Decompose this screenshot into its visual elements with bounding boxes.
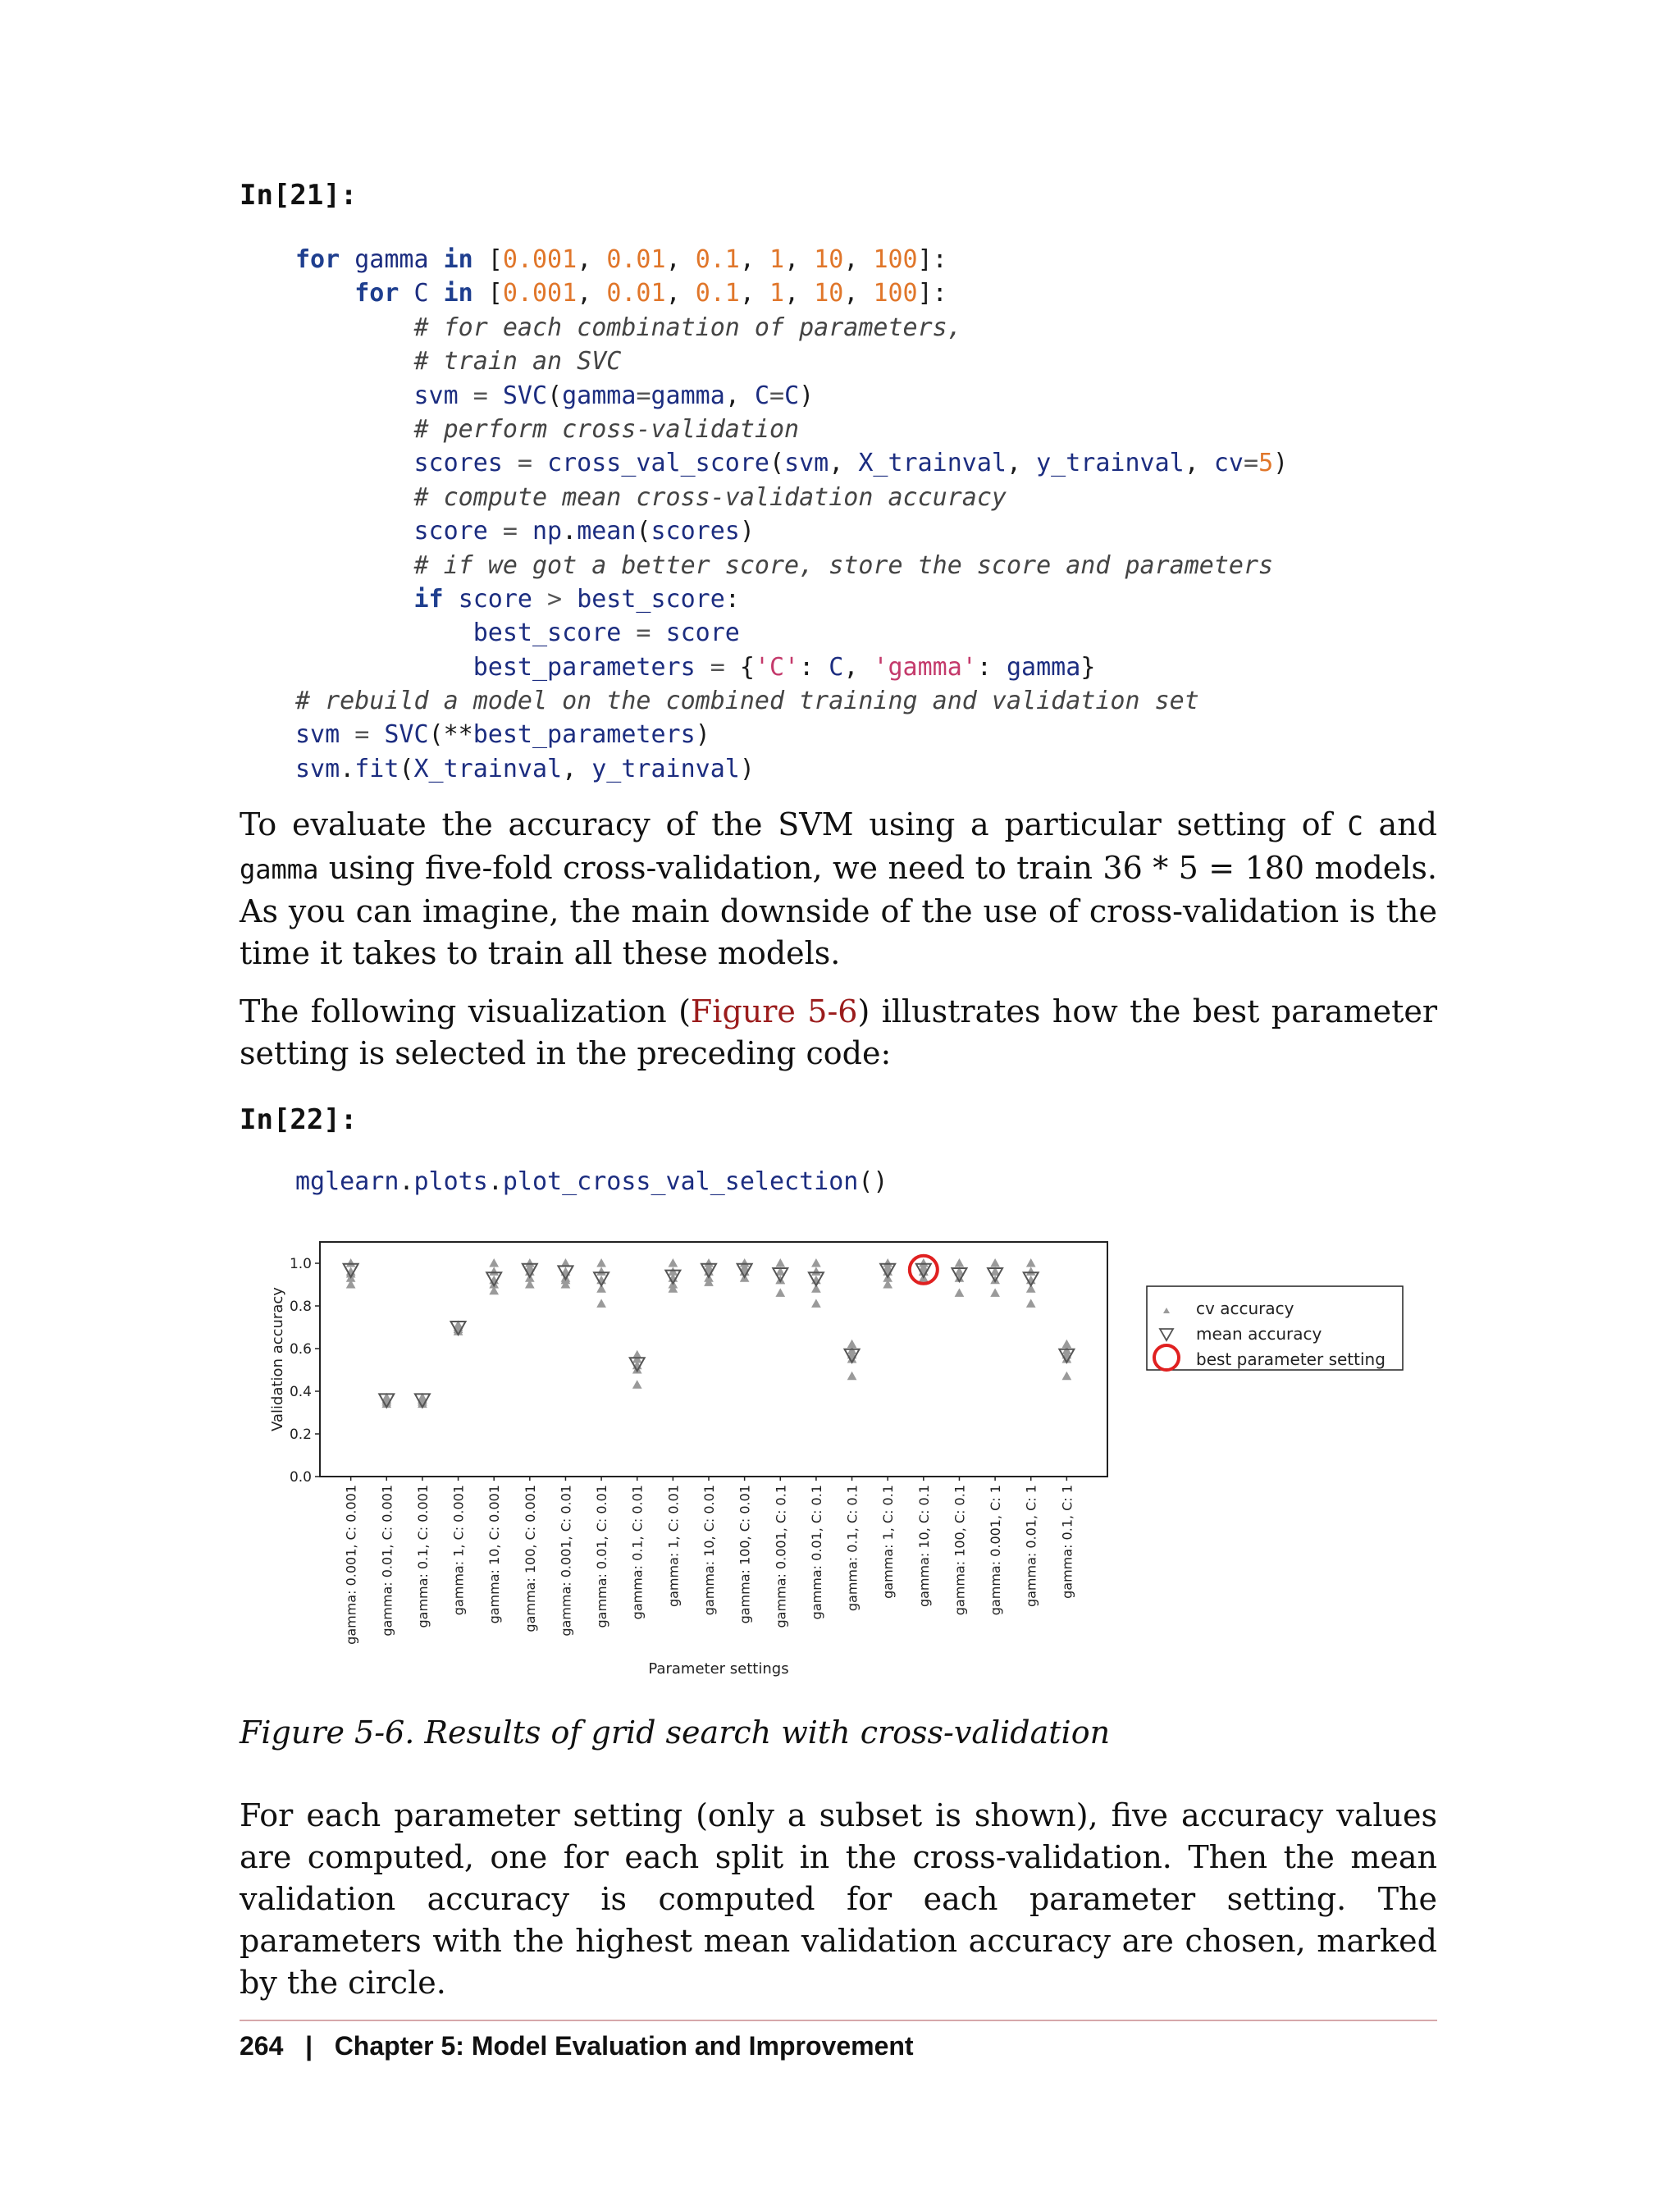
code-token: scores: [413, 449, 503, 478]
footer-separator: |: [305, 2031, 313, 2061]
x-tick-label: gamma: 0.1, C: 0.1: [844, 1485, 861, 1612]
code-token: ]:: [917, 279, 947, 308]
code-token: for: [354, 279, 399, 308]
code-token: }: [1080, 652, 1096, 682]
code-token: (: [636, 517, 651, 546]
code-token: y_trainval: [1036, 449, 1185, 478]
code-token: [444, 585, 459, 614]
code-token: ,: [843, 279, 874, 308]
code-token: svm: [413, 381, 459, 410]
code-token: ,: [829, 449, 859, 478]
code-token: C: [784, 381, 800, 410]
x-tick-label: gamma: 0.1, C: 1: [1059, 1485, 1075, 1599]
y-tick-label: 0.8: [289, 1299, 312, 1315]
code-token: for: [295, 245, 340, 274]
code-token: # train an SVC: [413, 347, 622, 377]
code-token: [429, 279, 444, 308]
code-token: (): [858, 1167, 888, 1196]
x-tick-label: gamma: 100, C: 0.1: [952, 1485, 968, 1616]
code-token: in: [443, 279, 473, 308]
x-tick-label: gamma: 0.01, C: 0.01: [594, 1485, 610, 1628]
code-token: y_trainval: [591, 754, 740, 783]
code-token: mglearn: [295, 1167, 399, 1196]
x-tick-label: gamma: 100, C: 0.01: [737, 1485, 753, 1624]
cell-label-in22: In[22]:: [240, 1103, 358, 1136]
chapter-title: Chapter 5: Model Evaluation and Improvement: [334, 2031, 914, 2061]
code-token: SVC: [502, 381, 548, 410]
code-token: score: [413, 517, 488, 546]
code-token: score: [458, 584, 532, 614]
code-token: svm: [784, 449, 829, 478]
x-tick-label: gamma: 1, C: 0.1: [880, 1485, 897, 1599]
code-token: ,: [577, 279, 607, 308]
code-in21-line: [295, 481, 1288, 514]
x-tick-label: gamma: 0.01, C: 0.001: [379, 1485, 395, 1637]
figure-link[interactable]: Figure 5-6: [690, 993, 858, 1029]
plot-frame: [320, 1242, 1107, 1477]
code-in21-line: [295, 514, 1288, 548]
code-token: 10: [814, 279, 844, 308]
inline-code: C: [1347, 810, 1363, 842]
code-token: ,: [665, 245, 696, 274]
code-token: 0.1: [695, 279, 740, 308]
code-token: 100: [873, 279, 918, 308]
code-in21-line: [295, 446, 1288, 480]
code-token: [295, 551, 414, 580]
code-token: =: [1244, 449, 1259, 478]
code-token: 0.001: [502, 245, 578, 274]
code-token: [295, 517, 414, 546]
code-token: gamma: [562, 381, 637, 410]
code-token: (**: [428, 720, 473, 750]
x-tick-label: gamma: 0.1, C: 0.001: [414, 1485, 431, 1628]
code-token: cross_val_score: [547, 449, 769, 478]
code-token: [295, 619, 473, 647]
code-token: ,: [784, 279, 815, 308]
code-in21-line: [295, 616, 1288, 650]
code-token: [295, 653, 473, 682]
code-token: =: [636, 381, 651, 410]
footer-rule: [240, 2020, 1437, 2021]
code-token: gamma: [354, 245, 429, 274]
code-token: 0.01: [606, 245, 666, 274]
code-token: 100: [873, 245, 918, 274]
x-tick-label: gamma: 10, C: 0.1: [915, 1485, 932, 1608]
code-token: np: [532, 517, 563, 546]
code-token: SVC: [384, 720, 429, 750]
code-token: score: [665, 619, 740, 648]
x-tick-label: gamma: 0.001, C: 0.01: [558, 1485, 574, 1637]
code-token: [: [472, 279, 503, 308]
code-token: .: [399, 1167, 414, 1196]
code-token: .: [562, 517, 578, 546]
code-token: ,: [577, 245, 607, 274]
code-token: 0.1: [695, 245, 740, 274]
paragraph-visualization: [240, 991, 1437, 1075]
code-in21-line: [295, 684, 1288, 718]
code-token: ,: [784, 245, 815, 274]
code-token: 10: [814, 245, 844, 274]
code-token: C: [829, 652, 844, 682]
paragraph-cv-cost: [240, 804, 1437, 975]
code-in21-line: [295, 718, 1288, 751]
code-token: if: [413, 584, 444, 614]
code-token: ): [739, 754, 755, 783]
figure-caption: Figure 5-6. Results of grid search with cross-validation: [240, 1714, 1111, 1751]
code-token: scores: [651, 517, 740, 546]
code-token: # compute mean cross-validation accuracy: [413, 482, 1007, 512]
code-in21-line: [295, 549, 1288, 582]
code-token: [295, 313, 414, 342]
code-token: 1: [769, 279, 785, 308]
code-token: =: [695, 652, 740, 682]
cell-label-in21: In[21]:: [240, 179, 358, 212]
x-tick-label: gamma: 1, C: 0.001: [450, 1485, 467, 1616]
y-tick-label: 0.6: [289, 1341, 312, 1358]
code-token: best_score: [577, 584, 725, 614]
code-token: ,: [739, 245, 769, 274]
y-tick-label: 0.2: [289, 1427, 312, 1443]
code-token: plots: [413, 1167, 488, 1196]
code-token: cv: [1213, 449, 1244, 478]
code-in21-line: [295, 311, 1288, 345]
y-tick-label: 0.4: [289, 1384, 312, 1400]
code-token: :: [799, 652, 829, 682]
code-token: 'C': [754, 652, 800, 682]
code-token: ,: [1184, 449, 1214, 478]
text-run: and: [1363, 806, 1437, 842]
code-token: 5: [1258, 449, 1274, 478]
code-token: svm: [295, 754, 340, 783]
code-token: [295, 483, 414, 512]
code-token: =: [621, 619, 666, 648]
code-token: ,: [739, 279, 769, 308]
code-token: =: [487, 517, 532, 546]
code-token: [: [472, 245, 503, 274]
code-token: ,: [665, 279, 696, 308]
code-token: 0.01: [606, 279, 666, 308]
text-run: The following visualization (: [240, 993, 691, 1029]
code-token: :: [724, 584, 740, 614]
code-token: fit: [354, 754, 399, 783]
x-tick-label: gamma: 0.01, C: 0.1: [808, 1485, 824, 1620]
code-token: [295, 279, 354, 308]
code-token: .: [340, 754, 355, 783]
x-tick-label: gamma: 1, C: 0.01: [665, 1485, 682, 1608]
code-token: [340, 245, 354, 274]
text-run: ) illustrates how the best parameter setting is selected in the preceding code:: [240, 993, 1437, 1071]
x-tick-label: gamma: 100, C: 0.001: [522, 1485, 538, 1632]
code-token: ,: [1007, 449, 1037, 478]
code-token: # for each combination of parameters,: [413, 313, 962, 342]
code-token: =: [340, 720, 385, 750]
x-tick-label: gamma: 0.1, C: 0.01: [629, 1485, 646, 1620]
code-token: X_trainval: [413, 754, 563, 783]
code-token: in: [443, 245, 473, 274]
page-number: 264: [240, 2031, 284, 2061]
code-in21-line: [295, 243, 1288, 276]
code-token: # rebuild a model on the combined training and validation set: [295, 687, 1199, 716]
y-tick-label: 0.0: [289, 1469, 312, 1486]
code-token: C: [413, 279, 429, 308]
code-token: ,: [562, 754, 592, 783]
code-in21-line: [295, 345, 1288, 378]
code-token: [429, 245, 444, 274]
code-token: =: [502, 449, 548, 478]
code-in21-line: [295, 582, 1288, 616]
legend-entry: mean accuracy: [1196, 1324, 1322, 1344]
code-in22-line: [295, 1165, 888, 1198]
code-token: :: [976, 652, 1007, 682]
code-in21-line: [295, 276, 1288, 310]
code-token: ): [1273, 449, 1289, 478]
code-token: (: [547, 381, 563, 410]
code-token: [295, 585, 414, 614]
code-token: svm: [295, 720, 340, 750]
code-token: best_score: [472, 619, 622, 648]
text-run: For each parameter setting (only a subset is shown), five accuracy values are computed, one for each split in the cross-validation. Then the mean validation accuracy is computed for each parameter setting. The parameters with the highest mean validation accuracy are chosen, marked by the circle.: [240, 1797, 1437, 2001]
code-token: best_parameters: [472, 720, 696, 750]
code-token: {: [739, 652, 755, 682]
page-footer: [240, 2031, 914, 2061]
x-tick-label: gamma: 10, C: 0.001: [486, 1485, 503, 1624]
code-token: gamma: [651, 381, 725, 410]
code-token: (: [399, 754, 414, 783]
code-token: >: [532, 584, 578, 614]
legend-entry: best parameter setting: [1196, 1349, 1386, 1369]
x-tick-label: gamma: 0.001, C: 0.001: [343, 1485, 359, 1645]
code-token: [295, 347, 414, 376]
inline-code: gamma: [240, 854, 319, 885]
code-token: plot_cross_val_selection: [502, 1167, 859, 1196]
text-run: To evaluate the accuracy of the SVM using a particular setting of: [240, 806, 1348, 842]
code-block-in21: [295, 243, 1288, 786]
code-token: ): [799, 381, 815, 410]
code-token: mean: [577, 517, 637, 546]
chart-legend: [1147, 1286, 1403, 1370]
code-token: [295, 449, 414, 477]
code-token: ,: [843, 652, 874, 682]
code-token: ]:: [917, 245, 947, 274]
code-token: 0.001: [502, 279, 578, 308]
code-token: C: [754, 381, 769, 410]
code-token: =: [769, 381, 785, 410]
code-token: (: [769, 449, 785, 478]
x-tick-label: gamma: 10, C: 0.01: [701, 1485, 717, 1616]
x-tick-label: gamma: 0.001, C: 1: [988, 1485, 1004, 1616]
code-token: ): [695, 720, 710, 750]
code-token: ,: [843, 245, 874, 274]
x-axis-label: Parameter settings: [648, 1660, 789, 1678]
paragraph-summary: [240, 1795, 1437, 2004]
code-token: # perform cross-validation: [413, 414, 800, 444]
code-token: ): [739, 517, 755, 546]
y-tick-label: 1.0: [289, 1256, 312, 1272]
code-token: # if we got a better score, store the score and parameters: [413, 550, 1274, 580]
y-axis-label: Validation accuracy: [269, 1287, 286, 1431]
cross-val-selection-chart: [262, 1230, 1427, 1690]
code-token: 1: [769, 245, 785, 274]
code-in21-line: [295, 651, 1288, 684]
legend-entry: cv accuracy: [1196, 1299, 1294, 1318]
code-in21-line: [295, 413, 1288, 446]
code-token: =: [458, 381, 503, 410]
code-token: [295, 415, 414, 444]
code-in21-line: [295, 379, 1288, 413]
code-token: best_parameters: [472, 652, 696, 682]
code-token: .: [487, 1167, 503, 1196]
code-token: 'gamma': [873, 652, 977, 682]
text-run: using five-fold cross-validation, we need to train 36 * 5 = 180 models. As you can imagine, the main downside of the use of cross-validation is the time it takes to train all these models.: [240, 850, 1437, 971]
code-in21-line: [295, 752, 1288, 786]
code-token: [399, 279, 413, 308]
x-tick-label: gamma: 0.001, C: 0.1: [773, 1485, 789, 1628]
code-token: ,: [724, 381, 755, 410]
code-token: [295, 381, 414, 410]
code-token: gamma: [1007, 652, 1081, 682]
code-token: X_trainval: [858, 449, 1007, 478]
x-tick-label: gamma: 0.01, C: 1: [1023, 1485, 1039, 1608]
code-block-in22: [295, 1165, 888, 1198]
